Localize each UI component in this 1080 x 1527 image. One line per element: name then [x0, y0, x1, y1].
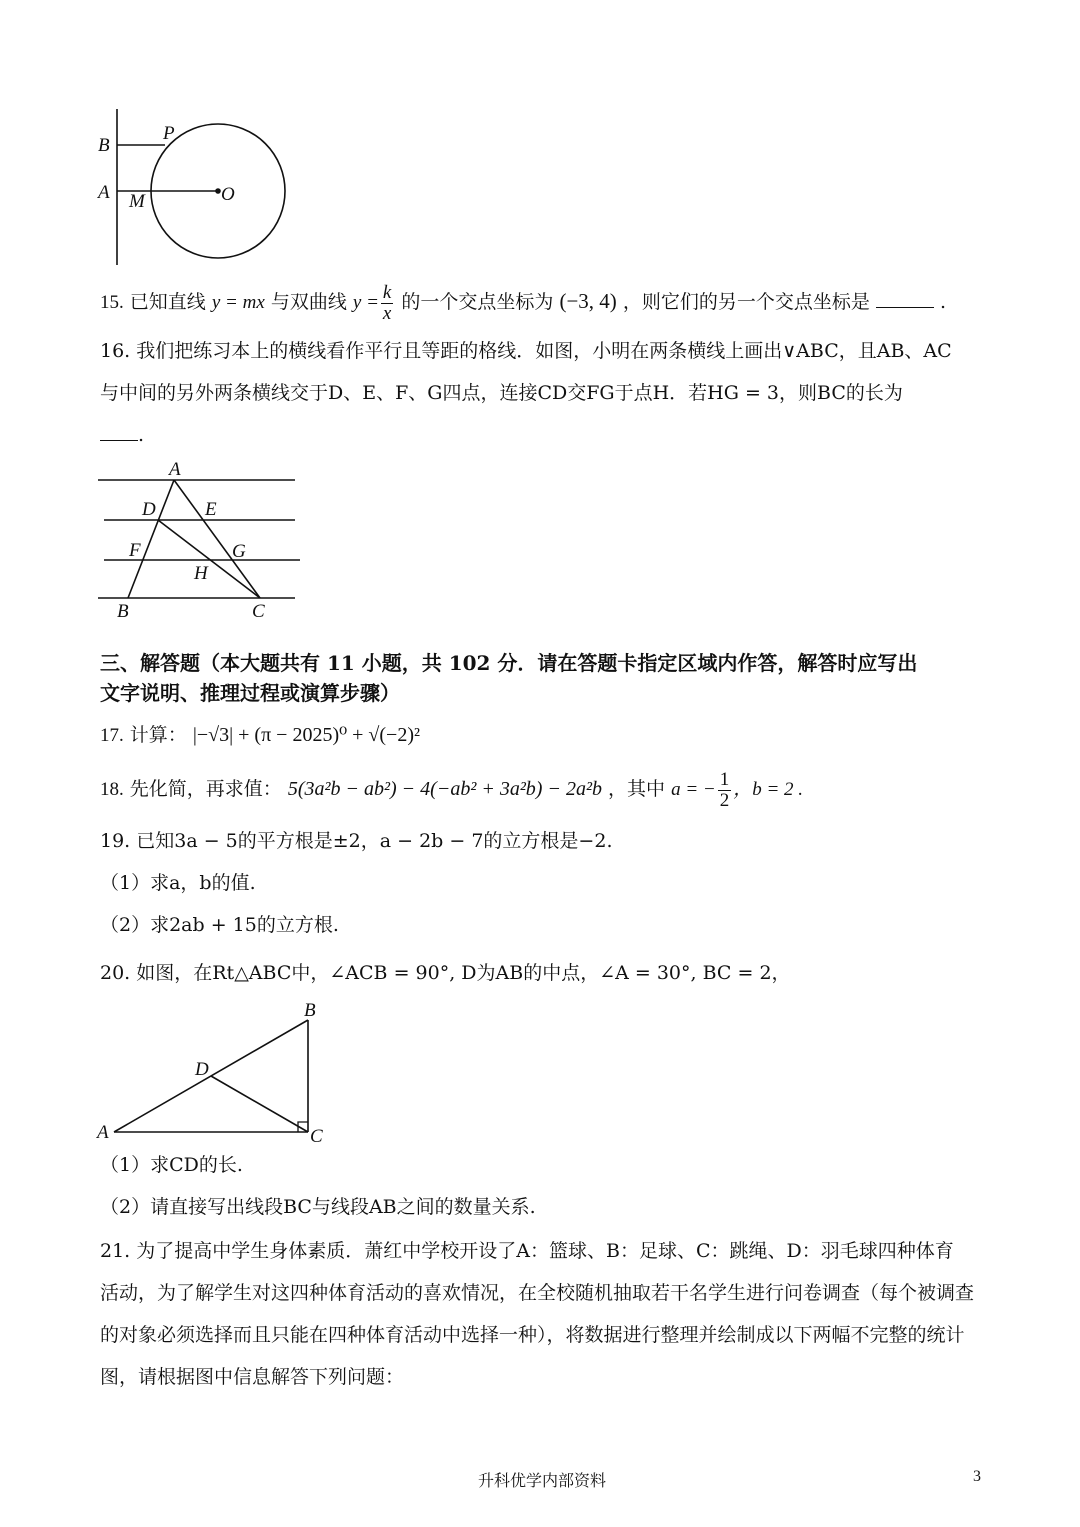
q18-number: 18.: [100, 779, 124, 800]
page-number: 3: [973, 1468, 981, 1485]
footer-center: 升科优学内部资料: [478, 1471, 607, 1490]
label-P: P: [163, 123, 175, 144]
q21-line-2: 活动，为了解学生对这四种体育活动的喜欢情况，在全校随机抽取若干名学生进行问卷调查（每个被调查: [100, 1282, 975, 1304]
q18-fraction: [718, 770, 732, 811]
q15-text-4: ，则它们的另一个交点坐标是: [622, 291, 870, 313]
q15-text-2: 与双曲线: [270, 291, 347, 313]
question-17: [100, 722, 420, 749]
label-D: D: [142, 499, 156, 520]
q18-b-part: ，b = 2 .: [733, 779, 804, 800]
label-H: H: [194, 563, 208, 584]
q17-number: 17.: [100, 725, 124, 746]
q15-frac-num: k: [382, 281, 392, 303]
label-C: C: [310, 1126, 323, 1147]
label-E: E: [205, 499, 217, 520]
q18-expression: 5(3a²b − ab²) − 4(−ab² + 3a²b) − 2a²b: [287, 778, 602, 800]
q18-frac-num: 1: [719, 768, 730, 790]
q21-line-1: 21. 为了提高中学生身体素质．萧红中学校开设了A：篮球、B：足球、C：跳绳、D：羽毛球四种体育: [100, 1240, 954, 1262]
q19-part-2: （2）求2ab + 15的立方根.: [100, 914, 339, 936]
q19-part-1: （1）求a，b的值.: [100, 872, 256, 894]
label-M: M: [129, 191, 145, 212]
q20-part-1: （1）求CD的长.: [100, 1154, 243, 1176]
label-B: B: [117, 601, 129, 622]
q20-line: 20. 如图，在Rt△ABC中，∠ACB = 90°, D为AB的中点，∠A = 30°, BC = 2，: [100, 962, 791, 984]
q16-line-2: 与中间的另外两条横线交于D、E、F、G四点，连接CD交FG于点H．若HG = 3，则BC的长为: [100, 382, 903, 404]
q16-line-1: 16. 我们把练习本上的横线看作平行且等距的格线．如图，小明在两条横线上画出∨ABC，且AB、AC: [100, 340, 952, 362]
question-18: [100, 764, 803, 815]
label-B: B: [304, 1000, 316, 1021]
q15-text-1: 已知直线: [129, 291, 206, 313]
label-A: A: [97, 1122, 109, 1143]
q16-answer-line: [100, 422, 144, 448]
circle-figure: [90, 105, 300, 270]
q19-line: 19. 已知3a − 5的平方根是±2，a − 2b − 7的立方根是−2.: [100, 830, 613, 852]
label-A: A: [98, 182, 110, 203]
label-C: C: [252, 601, 265, 622]
q21-line-4: 图，请根据图中信息解答下列问题：: [100, 1366, 405, 1388]
q15-point: (−3, 4): [559, 289, 617, 313]
q20-part-2: （2）请直接写出线段BC与线段AB之间的数量关系.: [100, 1196, 536, 1218]
label-O: O: [221, 184, 235, 205]
q15-fraction: [381, 283, 393, 324]
q15-answer-blank: [876, 307, 934, 308]
q18-frac-den: 2: [719, 789, 730, 811]
q17-expression: |−√3| + (π − 2025)⁰ + √(−2)²: [192, 724, 420, 746]
question-15: [100, 276, 946, 328]
q18-label: 先化简，再求值：: [129, 778, 282, 800]
label-G: G: [232, 541, 246, 562]
q15-number: 15.: [100, 292, 124, 313]
q15-line-expr: y = mx: [211, 292, 265, 313]
label-A: A: [169, 459, 181, 480]
q21-line-3: 的对象必须选择而且只能在四种体育活动中选择一种），将数据进行整理并绘制成以下两幅不完整的统计: [100, 1324, 965, 1346]
section-3-heading-line-2: 文字说明、推理过程或演算步骤）: [100, 681, 400, 705]
right-triangle-figure: [92, 995, 332, 1150]
q16-answer-blank: [100, 440, 138, 441]
q18-text-2: ，其中: [608, 778, 666, 800]
q17-label: 计算：: [129, 724, 187, 746]
q16-end: .: [138, 424, 145, 446]
label-B: B: [98, 135, 110, 156]
q15-hyperbola-lhs: y =: [352, 292, 379, 313]
label-D: D: [195, 1059, 209, 1080]
section-3-heading-line-1: 三、解答题（本大题共有 11 小题，共 102 分．请在答题卡指定区域内作答，解答时应写出: [100, 651, 918, 675]
q18-a-lhs: a = −: [671, 779, 716, 800]
q15-frac-den: x: [382, 302, 392, 324]
label-F: F: [129, 540, 141, 561]
q15-text-3: 的一个交点坐标为: [401, 291, 554, 313]
parallel-lines-figure: [90, 455, 305, 625]
q15-end: .: [939, 291, 946, 313]
